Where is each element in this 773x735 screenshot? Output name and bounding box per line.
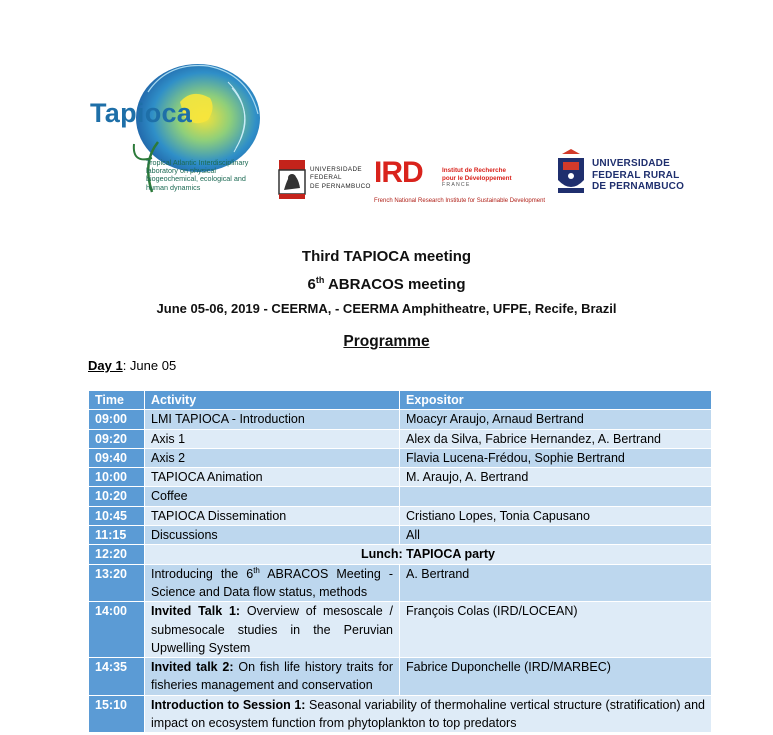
ird-institute-name: Institut de Recherche pour le Développement FRANCE (442, 167, 512, 189)
table-row (89, 526, 712, 545)
day-heading: Day 1: June 05 (88, 358, 177, 373)
logo-header (0, 0, 773, 220)
row-time: 13:20 (89, 564, 145, 602)
row-activity: LMI TAPIOCA - Introduction (145, 410, 400, 429)
table-row-lunch (89, 545, 712, 564)
table-row (89, 410, 712, 429)
row-expositor: François Colas (IRD/LOCEAN) (400, 602, 712, 658)
row-expositor: Flavia Lucena-Frédou, Sophie Bertrand (400, 448, 712, 467)
table-row (89, 487, 712, 506)
row-expositor: All (400, 526, 712, 545)
row-time: 14:00 (89, 602, 145, 658)
row-expositor: M. Araujo, A. Bertrand (400, 468, 712, 487)
row-activity: TAPIOCA Dissemination (145, 506, 400, 525)
row-activity: Invited talk 2: On fish life history traits for fisheries management and conservation (145, 658, 400, 696)
row-time: 09:20 (89, 429, 145, 448)
ird-wordmark: IRD (374, 156, 423, 189)
ufpe-logo (276, 156, 372, 202)
row-time: 09:40 (89, 448, 145, 467)
ufrpe-logo (554, 148, 694, 196)
session-intro: Introduction to Session 1: Seasonal variability of thermohaline vertical structure (stratification) and impact on ecosystem function from phytoplankton to top predators (145, 695, 712, 733)
meeting-subtitle: 6th ABRACOS meeting (307, 275, 466, 293)
ird-full-name: French National Research Institute for Sustainable Development (374, 198, 546, 204)
ufpe-name: UNIVERSIDADE FEDERAL DE PERNAMBUCO (310, 166, 371, 190)
row-expositor: Cristiano Lopes, Tonia Capusano (400, 506, 712, 525)
row-activity: Discussions (145, 526, 400, 545)
ufpe-crest-icon (276, 156, 308, 202)
row-time: 15:10 (89, 695, 145, 733)
table-row (89, 506, 712, 525)
row-time: 10:45 (89, 506, 145, 525)
row-time: 11:15 (89, 526, 145, 545)
row-activity: TAPIOCA Animation (145, 468, 400, 487)
column-header-expositor: Expositor (400, 391, 712, 410)
row-activity: Axis 1 (145, 429, 400, 448)
table-row (89, 564, 712, 602)
table-row (89, 468, 712, 487)
row-expositor (400, 487, 712, 506)
tapioca-tagline: Tropical Atlantic Interdisciplinary laboratory on physical biogeochemical, ecological and human dynamics (146, 158, 249, 192)
column-header-time: Time (89, 391, 145, 410)
programme-heading: Programme (343, 333, 430, 350)
row-activity: Invited Talk 1: Overview of mesoscale / submesocale studies in the Peruvian Upwelling System (145, 602, 400, 658)
row-expositor: Moacyr Araujo, Arnaud Bertrand (400, 410, 712, 429)
table-row (89, 602, 712, 658)
row-time: 10:20 (89, 487, 145, 506)
programme-table (88, 390, 712, 733)
row-activity: Axis 2 (145, 448, 400, 467)
table-header-row (89, 391, 712, 410)
row-expositor: A. Bertrand (400, 564, 712, 602)
row-activity: Introducing the 6th ABRACOS Meeting - Science and Data flow status, methods (145, 564, 400, 602)
table-row-session (89, 695, 712, 733)
table-row (89, 658, 712, 696)
row-time: 14:35 (89, 658, 145, 696)
tapioca-wordmark: Tapioca (90, 98, 193, 128)
row-time: 10:00 (89, 468, 145, 487)
lunch-break: Lunch: TAPIOCA party (145, 545, 712, 564)
ird-logo (372, 156, 552, 210)
row-time: 12:20 (89, 545, 145, 564)
ufrpe-crest-icon (554, 148, 588, 196)
row-activity: Coffee (145, 487, 400, 506)
tapioca-logo (88, 62, 268, 204)
table-row (89, 448, 712, 467)
meeting-date-venue: June 05-06, 2019 - CEERMA, - CEERMA Amphitheatre, UFPE, Recife, Brazil (156, 301, 617, 316)
row-time: 09:00 (89, 410, 145, 429)
column-header-activity: Activity (145, 391, 400, 410)
ufrpe-name: UNIVERSIDADE FEDERAL RURAL DE PERNAMBUCO (592, 158, 685, 193)
meeting-title: Third TAPIOCA meeting (301, 248, 472, 265)
row-expositor: Alex da Silva, Fabrice Hernandez, A. Bertrand (400, 429, 712, 448)
table-row (89, 429, 712, 448)
row-expositor: Fabrice Duponchelle (IRD/MARBEC) (400, 658, 712, 696)
